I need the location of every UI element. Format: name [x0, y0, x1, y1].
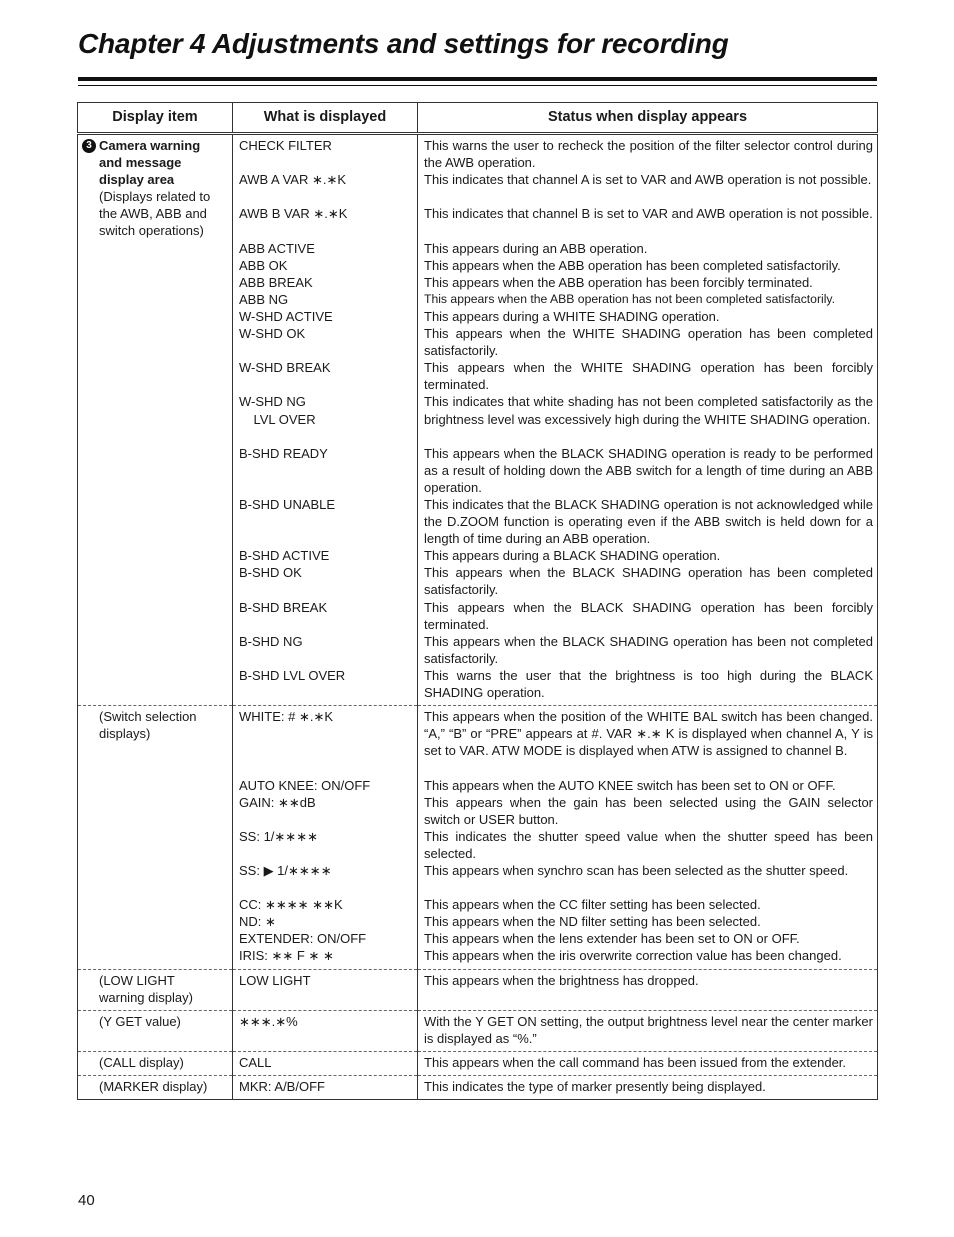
display-text: ABB BREAK	[239, 274, 313, 290]
display-text: CALL	[239, 1054, 272, 1070]
status-text: This appears when the call command has been issued from the extender.	[424, 1054, 847, 1070]
status-cell	[418, 706, 878, 969]
display-item-cell	[78, 969, 233, 1010]
display-text: B-SHD NG	[239, 633, 303, 649]
display-entry	[239, 947, 411, 964]
status-text: This indicates that white shading has not been completed satisfactorily as the brightness level was excessively high during the WHITE SHADING operation.	[424, 394, 873, 427]
display-item-text: (Switch selection	[99, 709, 197, 725]
display-entry	[239, 862, 411, 896]
display-entry	[239, 547, 411, 564]
display-text: W-SHD BREAK	[239, 360, 331, 376]
status-cell	[418, 1010, 878, 1051]
display-item-text: (MARKER display)	[99, 1079, 208, 1095]
status-text: This appears when the lens extender has been set to ON or OFF.	[424, 931, 800, 947]
display-entry	[239, 445, 411, 496]
status-text: This appears when the brightness has dropped.	[424, 972, 699, 988]
table-body	[78, 134, 878, 1100]
status-text: This indicates the type of marker presently being displayed.	[424, 1079, 766, 1095]
what-displayed-cell	[233, 1010, 418, 1051]
display-entry	[239, 913, 411, 930]
display-text: B-SHD ACTIVE	[239, 548, 330, 564]
status-text: This appears when the BLACK SHADING operation has been completed satisfactorily.	[424, 565, 873, 598]
header-display-item: Display item	[78, 103, 233, 134]
display-item-text: (Displays related to	[99, 189, 211, 205]
display-text: LVL OVER	[239, 411, 316, 427]
display-text: W-SHD ACTIVE	[239, 308, 333, 324]
display-text: B-SHD LVL OVER	[239, 667, 346, 683]
header-what-is-displayed: What is displayed	[233, 103, 418, 134]
display-entry	[239, 972, 411, 1006]
table-section-row	[78, 1010, 878, 1051]
status-text: This appears during a WHITE SHADING operation.	[424, 308, 720, 324]
display-item-text: the AWB, ABB and	[99, 206, 207, 222]
display-text: ABB ACTIVE	[239, 240, 315, 256]
what-displayed-cell	[233, 706, 418, 969]
status-text: This appears when the ABB operation has not been completed satisfactorily.	[424, 291, 836, 306]
what-displayed-cell	[233, 969, 418, 1010]
display-text: B-SHD READY	[239, 445, 328, 461]
what-displayed-cell	[233, 134, 418, 706]
display-entry	[239, 393, 411, 444]
section-number-badge: 3	[82, 139, 96, 153]
table-section-row	[78, 1076, 878, 1100]
display-text: B-SHD BREAK	[239, 599, 328, 615]
status-text: This indicates that channel B is set to VAR and AWB operation is not possible.	[424, 206, 873, 222]
display-item-text: and message	[99, 155, 182, 171]
table-section-row	[78, 706, 878, 969]
display-entry	[239, 633, 411, 667]
display-item-cell	[78, 1051, 233, 1075]
status-text: This appears when the ABB operation has been forcibly terminated.	[424, 274, 813, 290]
status-cell	[418, 969, 878, 1010]
status-text: This appears when the iris overwrite correction value has been changed.	[424, 948, 842, 964]
status-text: With the Y GET ON setting, the output brightness level near the center marker is displayed as “%.”	[424, 1013, 873, 1046]
display-entry	[239, 1054, 411, 1071]
display-entry	[239, 359, 411, 393]
status-text: This appears when the gain has been selected using the GAIN selector switch or USER button.	[424, 794, 873, 827]
display-item-text: displays)	[99, 726, 151, 742]
table-header-row	[78, 103, 878, 134]
display-text: MKR: A/B/OFF	[239, 1079, 325, 1095]
display-entry	[239, 171, 411, 205]
display-item-cell	[78, 1076, 233, 1100]
display-item-text: switch operations)	[99, 223, 204, 239]
display-entry	[239, 137, 411, 171]
header-rule-thin	[78, 85, 877, 86]
status-text: This appears when the BLACK SHADING operation is ready to be performed as a result of holding down the ABB switch for a length of time during an ABB operation.	[424, 445, 873, 495]
what-displayed-cell	[233, 1076, 418, 1100]
table-section-row	[78, 1051, 878, 1075]
what-displayed-cell	[233, 1051, 418, 1075]
display-text: LOW LIGHT	[239, 972, 311, 988]
status-text: This appears when the CC filter setting has been selected.	[424, 897, 761, 913]
display-entry	[239, 308, 411, 325]
display-text: WHITE: # ∗.∗K	[239, 709, 334, 725]
display-item-text: (Y GET value)	[99, 1013, 181, 1029]
status-text: This appears when the position of the WHITE BAL switch has been changed. “A,” “B” or “PRE” appears at #. VAR ∗.∗ K is displayed when channel A, Y is set to VAR. ATW MODE is displayed when ATW is assigned to channel B.	[424, 709, 873, 759]
table-section-row	[78, 134, 878, 706]
display-entry	[239, 828, 411, 862]
display-text: AWB B VAR ∗.∗K	[239, 206, 348, 222]
display-text: W-SHD NG	[239, 394, 306, 410]
display-entry	[239, 240, 411, 257]
status-text: This appears when the BLACK SHADING operation has been forcibly terminated.	[424, 599, 873, 632]
display-text: CHECK FILTER	[239, 138, 332, 153]
display-text: ABB OK	[239, 257, 288, 273]
display-entry	[239, 291, 411, 308]
header-status: Status when display appears	[418, 103, 878, 134]
status-text: This appears when the WHITE SHADING operation has been completed satisfactorily.	[424, 326, 873, 359]
display-entry	[239, 274, 411, 291]
display-text: B-SHD UNABLE	[239, 497, 336, 512]
display-text: CC: ∗∗∗∗ ∗∗K	[239, 897, 343, 913]
display-entry	[239, 599, 411, 633]
display-text: W-SHD OK	[239, 326, 306, 342]
display-item-cell	[78, 1010, 233, 1051]
display-entry	[239, 930, 411, 947]
display-entry	[239, 667, 411, 701]
status-text: This appears when the BLACK SHADING operation has been not completed satisfactorily.	[424, 633, 873, 666]
display-text: IRIS: ∗∗ F ∗ ∗	[239, 948, 334, 964]
display-text: AWB A VAR ∗.∗K	[239, 172, 347, 188]
status-cell	[418, 1076, 878, 1100]
display-item-text: Camera warning	[99, 138, 201, 153]
display-item-text: (CALL display)	[99, 1054, 184, 1070]
status-text: This appears when synchro scan has been selected as the shutter speed.	[424, 863, 849, 878]
status-text: This indicates that channel A is set to VAR and AWB operation is not possible.	[424, 172, 872, 188]
status-text: This appears when the AUTO KNEE switch has been set to ON or OFF.	[424, 777, 836, 793]
status-text: This appears during a BLACK SHADING operation.	[424, 548, 721, 564]
display-text: EXTENDER: ON/OFF	[239, 931, 367, 947]
status-text: This warns the user that the brightness is too high during the BLACK SHADING operation.	[424, 667, 873, 701]
status-text: This warns the user to recheck the position of the filter selector control during the AWB operation.	[424, 138, 873, 171]
display-item-text: warning display)	[99, 989, 193, 1005]
display-text: ABB NG	[239, 291, 289, 307]
display-text: GAIN: ∗∗dB	[239, 794, 316, 810]
status-text: This appears during an ABB operation.	[424, 240, 648, 256]
status-cell	[418, 134, 878, 706]
status-text: This indicates that the BLACK SHADING operation is not acknowledged while the D.ZOOM function is operating even if the ABB switch is held down for a length of time during an ABB operation.	[424, 497, 873, 547]
display-entry	[239, 777, 411, 794]
display-entry	[239, 325, 411, 359]
display-text: ∗∗∗.∗%	[239, 1013, 298, 1029]
display-text: SS: ▶ 1/∗∗∗∗	[239, 863, 332, 878]
status-text: This appears when the ND filter setting has been selected.	[424, 914, 761, 930]
display-text: AUTO KNEE: ON/OFF	[239, 777, 371, 793]
display-entry	[239, 1013, 411, 1047]
display-item-text: display area	[99, 172, 175, 188]
display-entry	[239, 708, 411, 776]
display-text: ND: ∗	[239, 914, 276, 930]
chapter-title: Chapter 4 Adjustments and settings for recording	[78, 28, 729, 59]
display-entry	[239, 1078, 411, 1095]
display-entry	[239, 564, 411, 598]
header-rule-thick	[78, 77, 877, 81]
page-number: 40	[78, 1192, 95, 1209]
display-text: B-SHD OK	[239, 565, 302, 581]
status-text: This indicates the shutter speed value when the shutter speed has been selected.	[424, 828, 873, 861]
display-text: SS: 1/∗∗∗∗	[239, 828, 318, 844]
display-entry	[239, 257, 411, 274]
display-item-cell	[78, 706, 233, 969]
status-text: This appears when the WHITE SHADING operation has been forcibly terminated.	[424, 360, 873, 393]
display-entry	[239, 896, 411, 913]
table-section-row	[78, 969, 878, 1010]
display-entry	[239, 496, 411, 547]
display-item-cell	[78, 134, 233, 706]
display-items-table	[77, 102, 878, 1100]
display-entry	[239, 794, 411, 828]
status-text: This appears when the ABB operation has been completed satisfactorily.	[424, 257, 841, 273]
display-item-text: (LOW LIGHT	[99, 972, 175, 988]
display-entry	[239, 205, 411, 239]
status-cell	[418, 1051, 878, 1075]
